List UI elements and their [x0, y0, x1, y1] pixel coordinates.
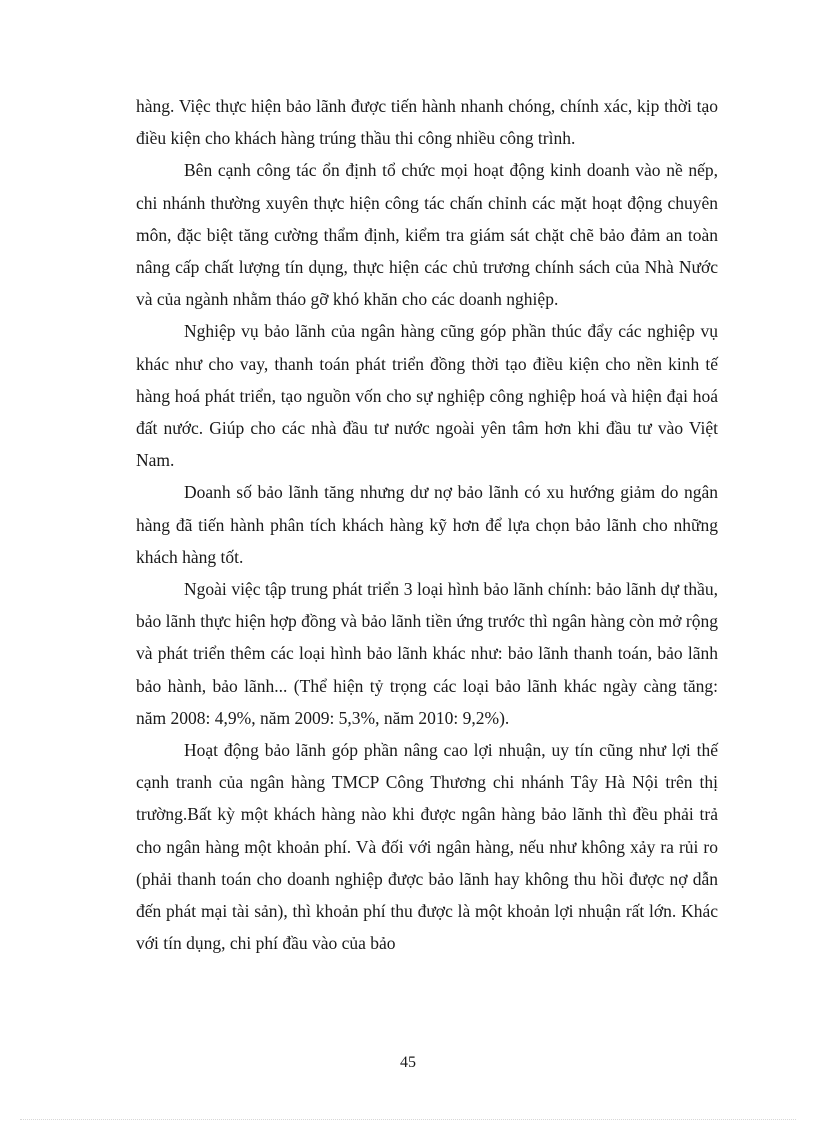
paragraph-organization: Bên cạnh công tác ổn định tổ chức mọi hoạt động kinh doanh vào nề nếp, chi nhánh thường xuyên thực hiện công tác chấn chỉnh các mặt hoạt động chuyên môn, đặc biệt tăng cường thẩm định, kiểm tra giám sát chặt chẽ bảo đảm an toàn nâng cấp chất lượng tín dụng, thực hiện các chủ trương chính sách của Nhà Nước và của ngành nhằm tháo gỡ khó khăn cho các doanh nghiệp.	[136, 160, 718, 310]
paragraph-guarantee-profit: Hoạt động bảo lãnh góp phần nâng cao lợi nhuận, uy tín cũng như lợi thế cạnh tranh của ngân hàng TMCP Công Thương chi nhánh Tây Hà Nội trên thị trường.Bất kỳ một khách hàng nào khi được ngân hàng bảo lãnh thì đều phải trả cho ngân hàng một khoản phí. Và đối với ngân hàng, nếu như không xảy ra rủi ro (phải thanh toán cho doanh nghiệp được bảo lãnh hay không thu hồi được nợ dẫn đến phát mại tài sản), thì khoản phí thu được là một khoản lợi nhuận rất lớn. Khác với tín dụng, chi phí đầu vào của bảo	[136, 740, 718, 954]
paragraph-guarantee-services: Nghiệp vụ bảo lãnh của ngân hàng cũng góp phần thúc đẩy các nghiệp vụ khác như cho vay, thanh toán phát triển đồng thời tạo điều kiện cho nền kinh tế hàng hoá phát triển, tạo nguồn vốn cho sự nghiệp công nghiệp hoá và hiện đại hoá đất nước. Giúp cho các nhà đầu tư nước ngoài yên tâm hơn khi đầu tư vào Việt Nam.	[136, 321, 718, 471]
page-number: 45	[400, 1054, 416, 1071]
paragraph-guarantee-volume: Doanh số bảo lãnh tăng nhưng dư nợ bảo lãnh có xu hướng giảm do ngân hàng đã tiến hành phân tích khách hàng kỹ hơn để lựa chọn bảo lãnh cho những khách hàng tốt.	[136, 482, 718, 567]
paragraph-guarantee-types: Ngoài việc tập trung phát triển 3 loại hình bảo lãnh chính: bảo lãnh dự thầu, bảo lãnh thực hiện hợp đồng và bảo lãnh tiền ứng trước thì ngân hàng còn mở rộng và phát triển thêm các loại hình bảo lãnh khác như: bảo lãnh thanh toán, bảo lãnh bảo hành, bảo lãnh... (Thể hiện tỷ trọng các loại bảo lãnh khác ngày càng tăng: năm 2008: 4,9%, năm 2009: 5,3%, năm 2010: 9,2%).	[136, 579, 718, 728]
document-body	[136, 90, 718, 959]
page-bottom-divider	[20, 1119, 796, 1120]
paragraph-continuation: hàng. Việc thực hiện bảo lãnh được tiến hành nhanh chóng, chính xác, kịp thời tạo điều kiện cho khách hàng trúng thầu thi công nhiều công trình.	[136, 96, 718, 149]
